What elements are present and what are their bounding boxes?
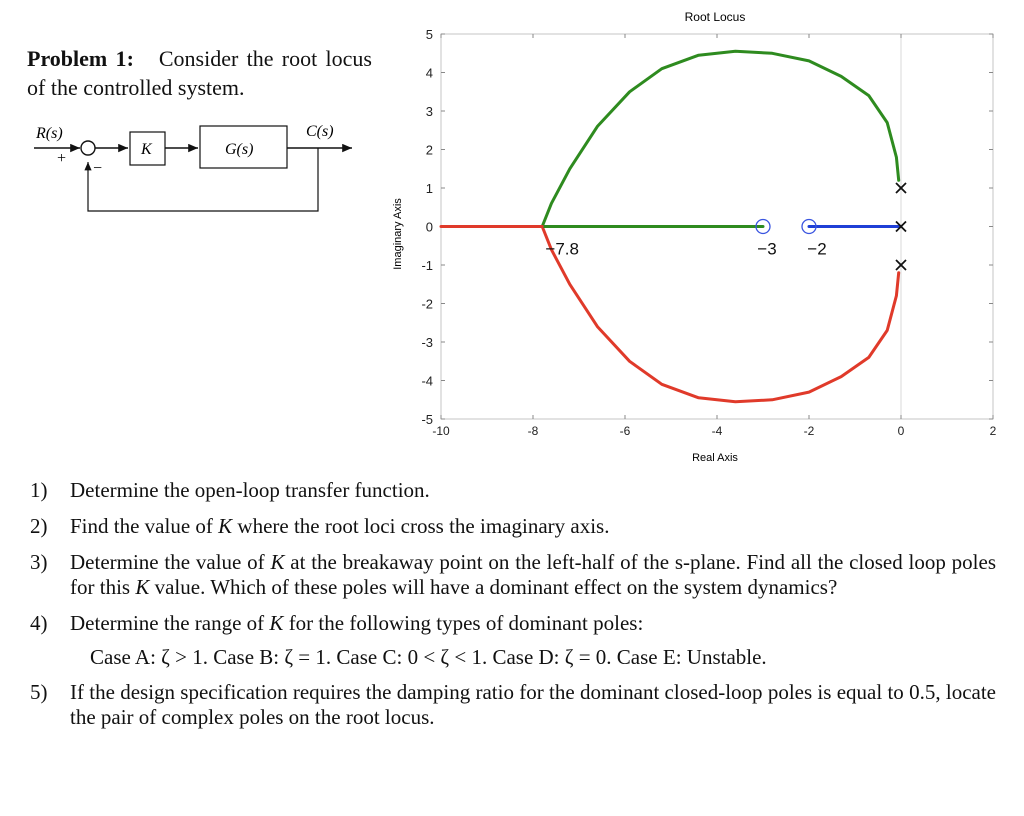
question-text: Determine the open-loop transfer function. bbox=[70, 478, 430, 502]
y-tick-label: 0 bbox=[425, 219, 433, 235]
question-number: 2) bbox=[30, 514, 48, 538]
annotation-label: −2 bbox=[807, 239, 827, 259]
problem-text: Consider the root locus of the controlled system. bbox=[27, 46, 372, 100]
y-tick-label: -1 bbox=[421, 258, 433, 273]
x-axis-label: Real Axis bbox=[692, 452, 738, 464]
question-number: 3) bbox=[30, 550, 48, 574]
y-axis-label: Imaginary Axis bbox=[392, 198, 404, 270]
question-item bbox=[30, 680, 996, 730]
minus-sign: − bbox=[92, 160, 103, 177]
gain-label: K bbox=[141, 141, 152, 158]
questions-list bbox=[30, 478, 996, 741]
question-text: Determine the value of K at the breakaway point on the left-half of the s-plane. Find all the closed loop poles for this K value. Which of these poles will have a dominant effect on the system dynamics? bbox=[70, 550, 996, 599]
plot-content bbox=[421, 27, 996, 438]
question-number: 1) bbox=[30, 478, 48, 502]
cases-line: Case A: ζ > 1. Case B: ζ = 1. Case C: 0 < ζ < 1. Case D: ζ = 0. Case E: Unstable. bbox=[90, 645, 767, 669]
question-text: Determine the range of K for the following types of dominant poles: bbox=[70, 611, 644, 635]
y-tick-label: 2 bbox=[425, 142, 433, 158]
summing-junction bbox=[81, 141, 95, 155]
root-locus-plot bbox=[380, 6, 1004, 470]
chart-title: Root Locus bbox=[684, 10, 746, 24]
y-tick-label: 3 bbox=[425, 104, 433, 119]
question-item bbox=[30, 514, 996, 539]
locus-lower-complex-branch bbox=[542, 227, 899, 402]
question-number: 5) bbox=[30, 680, 48, 704]
x-tick-label: -2 bbox=[803, 424, 815, 438]
y-tick-label: 5 bbox=[425, 27, 433, 42]
annotation-label: −3 bbox=[757, 239, 777, 259]
question-item bbox=[30, 611, 996, 636]
x-tick-label: -4 bbox=[711, 424, 723, 438]
x-tick-label: -8 bbox=[527, 424, 539, 438]
y-tick-label: -5 bbox=[421, 412, 433, 427]
plus-sign: + bbox=[56, 150, 67, 167]
question-text: If the design specification requires the damping ratio for the dominant closed-loop poles is equal to 0.5, locate the pair of complex poles on the root locus. bbox=[70, 680, 996, 729]
y-tick-label: -4 bbox=[421, 373, 433, 389]
input-label: R(s) bbox=[36, 125, 63, 142]
y-tick-label: 4 bbox=[425, 65, 433, 81]
x-tick-label: 2 bbox=[989, 424, 997, 438]
annotation-label: −7.8 bbox=[545, 239, 579, 259]
y-tick-label: -3 bbox=[421, 335, 433, 350]
problem-colon: : bbox=[126, 46, 134, 71]
question-item bbox=[30, 478, 996, 503]
question-text: Find the value of K where the root loci cross the imaginary axis. bbox=[70, 514, 610, 538]
x-tick-label: -6 bbox=[619, 424, 631, 438]
problem-heading bbox=[27, 44, 372, 102]
x-tick-label: -10 bbox=[432, 424, 450, 438]
block-diagram bbox=[22, 118, 372, 218]
y-tick-label: 1 bbox=[425, 181, 433, 196]
problem-label: Problem 1 bbox=[27, 46, 127, 71]
x-tick-label: 0 bbox=[897, 424, 905, 438]
output-label: C(s) bbox=[306, 123, 334, 140]
question-item bbox=[30, 550, 996, 600]
locus-upper-complex-branch bbox=[542, 51, 899, 226]
plant-label: G(s) bbox=[225, 141, 254, 158]
y-tick-label: -2 bbox=[421, 296, 433, 312]
question-number: 4) bbox=[30, 611, 48, 635]
